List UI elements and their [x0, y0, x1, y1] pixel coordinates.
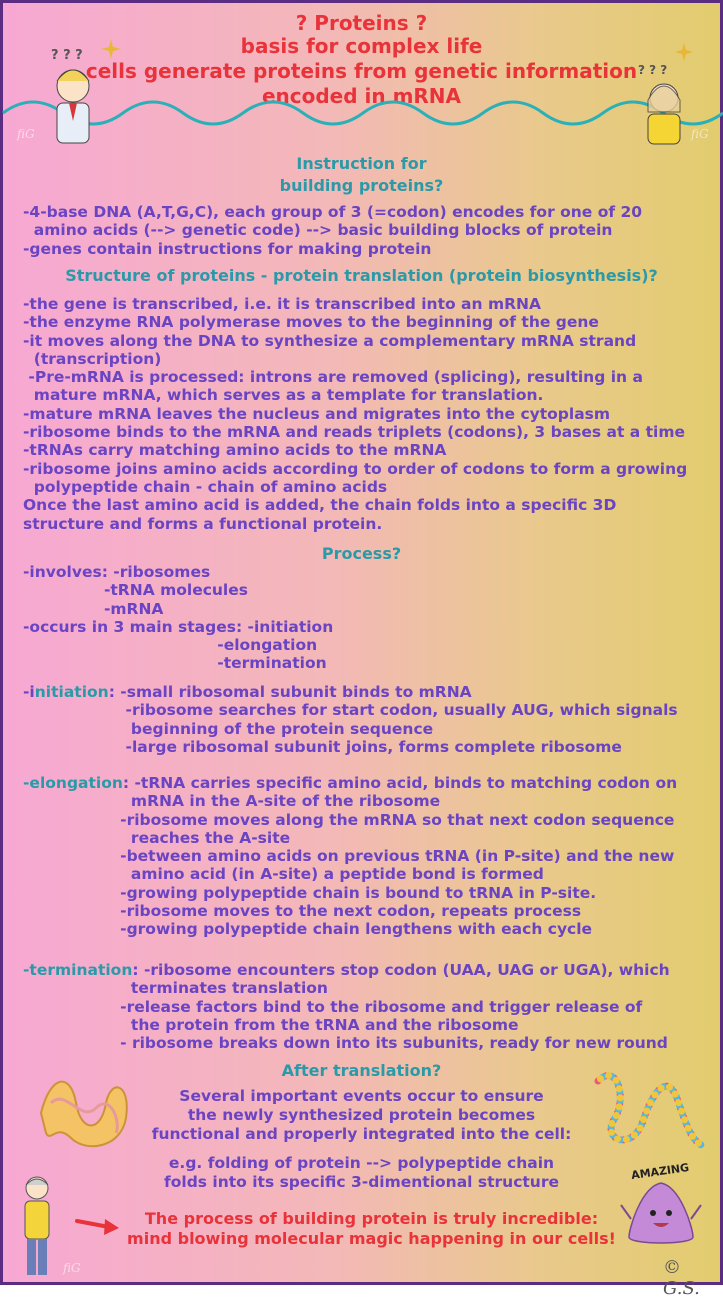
heading-instruction-2: building proteins?	[279, 176, 444, 195]
heading-instruction: Instruction for	[296, 154, 427, 173]
final-message-1: The process of building protein is truly incredible:	[144, 1209, 599, 1228]
after-body-1: Several important events occur to ensure	[179, 1087, 544, 1105]
example-2: folds into its specific 3-dimentional structure	[164, 1173, 559, 1191]
after-body-2: the newly synthesized protein becomes	[187, 1106, 536, 1124]
example-1: e.g. folding of protein --> polypeptide chain	[168, 1154, 555, 1172]
heading-process: Process?	[321, 544, 402, 563]
old-man-illustration	[15, 1173, 60, 1281]
heading-structure: Structure of proteins - protein translation (protein biosynthesis)?	[65, 266, 658, 285]
subtitle-mrna: encoded in mRNA	[261, 84, 462, 108]
signature: © G.S.	[663, 1257, 700, 1299]
termination-label: -termination	[23, 961, 133, 979]
initiation-block	[23, 683, 678, 756]
elongation-label: -elongation	[23, 774, 123, 792]
elongation-block	[23, 774, 677, 939]
subtitle-basis: basis for complex life	[240, 34, 483, 58]
svg-text:? ? ?: ? ? ?	[638, 63, 668, 77]
heading-after-translation: After translation?	[281, 1061, 442, 1080]
watermark: fiG	[17, 127, 35, 141]
termination-block	[23, 961, 670, 1052]
initiation-body: : -small ribosomal subunit binds to mRNA -ribosome searches for start codon, usually AUG, which signals beginning of the protein sequence -large ribosomal subunit joins, forms complete ribosome	[108, 683, 678, 756]
protein-ribbon-illustration	[31, 1063, 141, 1163]
final-message-2: mind blowing molecular magic happening in our cells!	[127, 1229, 616, 1248]
initiation-label: nitiation	[34, 683, 109, 701]
sparkle-icon	[675, 43, 693, 61]
structure-body: -the gene is transcribed, i.e. it is transcribed into an mRNA -the enzyme RNA polymerase moves to the beginning of the gene -it moves along the DNA to synthesize a complementary mRNA strand (transcription) -Pre-mRNA is processed: introns are removed (splicing), resulting in a mature mRNA, which serves as a template for translation. -mature mRNA leaves the nucleus and migrates into the cytoplasm -ribosome binds to the mRNA and reads triplets (codons), 3 bases at a time -tRNAs carry matching amino acids to the mRNA -ribosome joins amino acids according to order of codons to form a growing polypeptide chain - chain of amino acids Once the last amino acid is added, the chain folds into a specific 3D structure and forms a functional protein.	[23, 295, 688, 533]
subtitle-cells: cells generate proteins from genetic information	[85, 59, 638, 83]
watermark: fiG	[63, 1261, 81, 1275]
elongation-body: : -tRNA carries specific amino acid, binds to matching codon on mRNA in the A-site of the ribosome -ribosome moves along the mRNA so that next codon sequence reaches the A-site -between amino acids on previous tRNA (in P-site) and the new amino acid (in A-site) a peptide bond is formed -growing polypeptide chain is bound to tRNA in P-site. -ribosome moves to the next codon, repeats process -growing polypeptide chain lengthens with each cycle	[120, 774, 678, 939]
process-body: -involves: -ribosomes -tRNA molecules -mRNA -occurs in 3 main stages: -initiation -elongation -termination	[23, 563, 334, 673]
svg-text:? ? ?: ? ? ?	[51, 48, 83, 63]
amazing-badge: AMAZING	[630, 1161, 690, 1182]
initiation-prefix: -i	[23, 683, 35, 701]
sparkle-icon	[101, 39, 121, 59]
title-proteins: ? Proteins ?	[295, 11, 428, 35]
instruction-body: -4-base DNA (A,T,G,C), each group of 3 (=codon) encodes for one of 20 amino acids (--> genetic code) --> basic building blocks of protein -genes contain instructions for making protein	[23, 203, 643, 258]
termination-body: : -ribosome encounters stop codon (UAA, UAG or UGA), which terminates translation -release factors bind to the ribosome and trigger release of the protein from the tRNA and the ribosome - ribosome breaks down into its subunits, ready for new round	[120, 961, 670, 1053]
watermark: fiG	[691, 127, 709, 141]
after-body-3: functional and properly integrated into the cell:	[151, 1125, 572, 1143]
polypeptide-chain-illustration	[588, 1061, 708, 1161]
